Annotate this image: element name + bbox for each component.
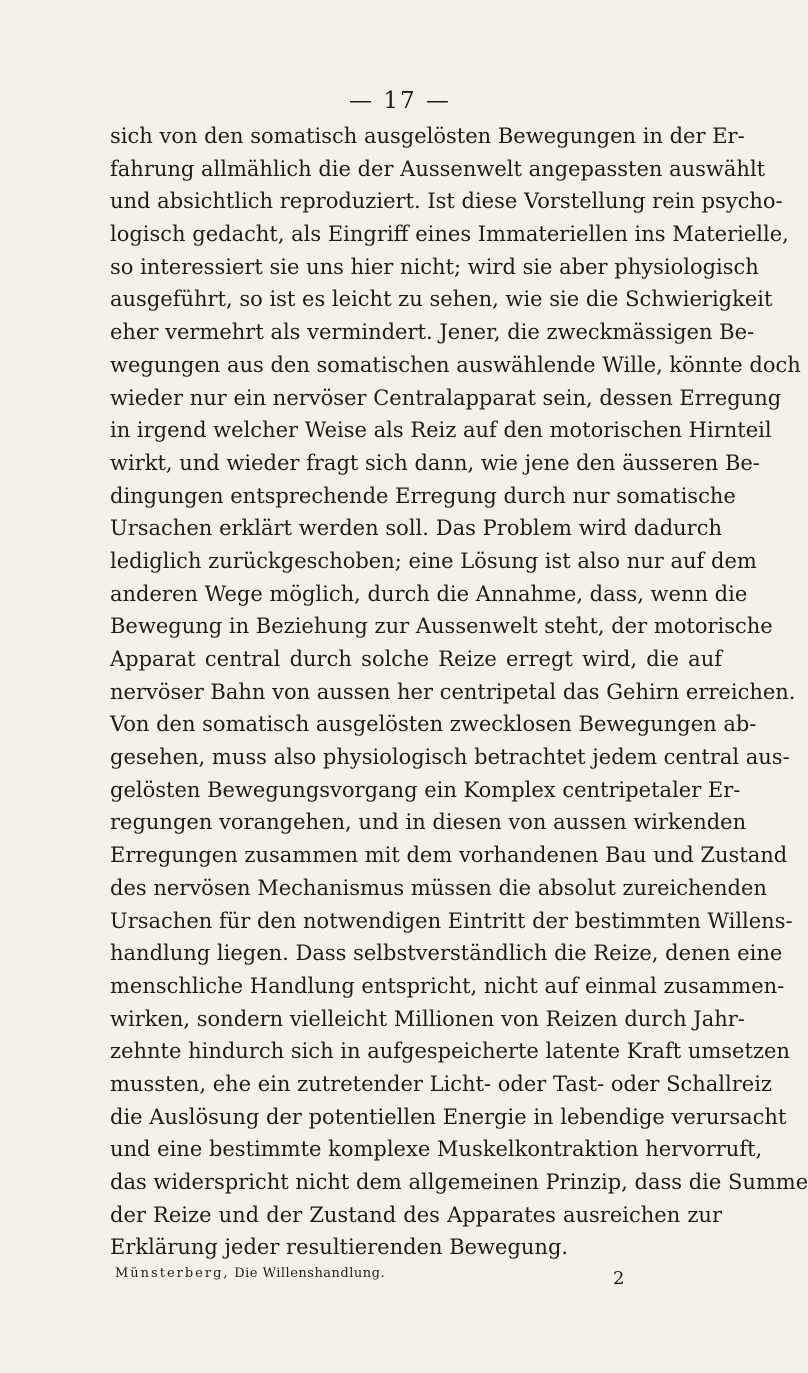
signature-mark: 2: [613, 1268, 625, 1289]
body-text: [110, 120, 808, 1264]
text-line: wieder nur ein nervöser Centralapparat sein, dessen Erregung: [110, 385, 782, 410]
text-line: regungen vorangehen, und in diesen von aussen wirkenden: [110, 810, 747, 835]
text-line: Bewegung in Beziehung zur Aussenwelt steht, der motorische: [110, 614, 773, 639]
text-line: gelösten Bewegungsvorgang ein Komplex centripetaler Er-: [110, 777, 741, 802]
text-line: der Reize und der Zustand des Apparates ausreichen zur: [110, 1202, 722, 1227]
text-line: Erregungen zusammen mit dem vorhandenen Bau und Zustand: [110, 843, 788, 868]
footer-title: Die Willenshandlung.: [234, 1266, 386, 1281]
text-line: und eine bestimmte komplexe Muskelkontraktion hervorruft,: [110, 1137, 763, 1162]
text-line: das widerspricht nicht dem allgemeinen Prinzip, dass die Summe: [110, 1170, 808, 1194]
text-line: Apparat central durch solche Reize erregt wird, die auf: [110, 647, 722, 671]
text-line: gesehen, muss also physiologisch betrachtet jedem central aus-: [110, 745, 790, 770]
text-line: sich von den somatisch ausgelösten Bewegungen in der Er-: [110, 124, 745, 148]
text-line: fahrung allmählich die der Aussenwelt angepassten auswählt: [110, 156, 766, 181]
text-line: wegungen aus den somatischen auswählende Wille, könnte doch: [110, 352, 801, 377]
text-line: anderen Wege möglich, durch die Annahme, dass, wenn die: [110, 581, 748, 606]
text-line: dingungen entsprechende Erregung durch nur somatische: [110, 483, 736, 508]
text-line: eher vermehrt als vermindert. Jener, die zweckmässigen Be-: [110, 320, 755, 345]
text-line: wirkt, und wieder fragt sich dann, wie jene den äusseren Be-: [110, 450, 760, 475]
text-line: ausgeführt, so ist es leicht zu sehen, wie sie die Schwierigkeit: [110, 287, 773, 312]
text-line: wirken, sondern vielleicht Millionen von Reizen durch Jahr-: [110, 1006, 745, 1031]
text-line: Ursachen für den notwendigen Eintritt der bestimmten Willens-: [110, 908, 793, 933]
text-line: des nervösen Mechanismus müssen die absolut zureichenden: [110, 875, 767, 900]
text-line-last: Erklärung jeder resultierenden Bewegung.: [110, 1235, 569, 1260]
text-line: die Auslösung der potentiellen Energie in lebendige verursacht: [110, 1104, 787, 1129]
text-line: mussten, ehe ein zutretender Licht- oder Tast- oder Schallreiz: [110, 1071, 772, 1096]
text-line: in irgend welcher Weise als Reiz auf den motorischen Hirnteil: [110, 418, 772, 443]
text-line: handlung liegen. Dass selbstverständlich die Reize, denen eine: [110, 941, 783, 966]
text-line: Von den somatisch ausgelösten zwecklosen Bewegungen ab-: [110, 712, 757, 737]
footer-author: Münsterberg,: [115, 1266, 230, 1281]
text-line: menschliche Handlung entspricht, nicht auf einmal zusammen-: [110, 973, 785, 998]
text-line: nervöser Bahn von aussen her centripetal das Gehirn erreichen.: [110, 679, 796, 704]
text-line: lediglich zurückgeschoben; eine Lösung ist also nur auf dem: [110, 548, 757, 573]
page-number: — 17 —: [349, 88, 451, 114]
text-line: logisch gedacht, als Eingriff eines Immateriellen ins Materielle,: [110, 222, 789, 247]
text-line: und absichtlich reproduziert. Ist diese Vorstellung rein psycho-: [110, 189, 783, 214]
footer: [115, 1266, 625, 1294]
text-line: Ursachen erklärt werden soll. Das Problem wird dadurch: [110, 516, 722, 541]
text-line: zehnte hindurch sich in aufgespeicherte latente Kraft umsetzen: [110, 1039, 790, 1064]
text-line: so interessiert sie uns hier nicht; wird sie aber physiologisch: [110, 254, 759, 279]
